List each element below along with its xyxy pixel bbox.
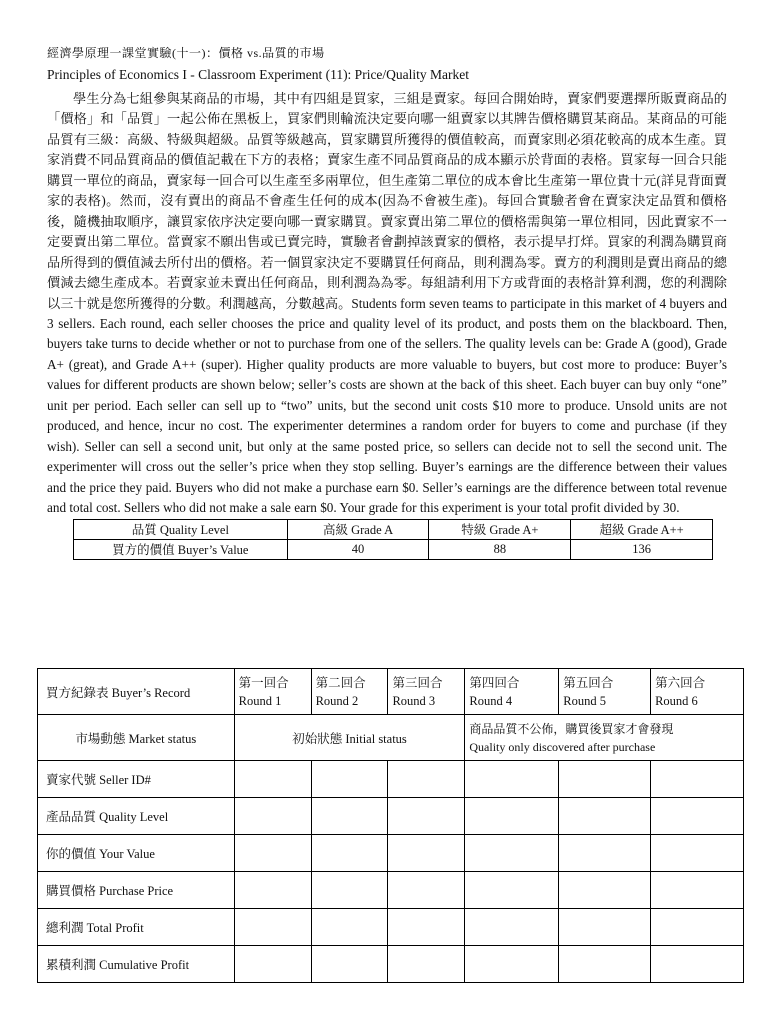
round-label-zh: 第一回合 [238, 675, 289, 690]
round-label-zh: 第六回合 [655, 675, 706, 690]
table-row [38, 798, 744, 835]
quality-level-label: 產品品質 Quality Level [38, 798, 235, 835]
record-cell[interactable] [465, 872, 559, 909]
record-cell[interactable] [234, 835, 311, 872]
total-profit-label: 總利潤 Total Profit [38, 909, 235, 946]
round-header [559, 669, 651, 715]
record-cell[interactable] [651, 835, 744, 872]
record-cell[interactable] [311, 872, 388, 909]
record-cell[interactable] [388, 835, 465, 872]
record-cell[interactable] [311, 835, 388, 872]
round-header [388, 669, 465, 715]
value-grade-a-plus-plus: 136 [571, 539, 713, 559]
round-label-en: Round 3 [392, 693, 436, 708]
later-status-cell [465, 715, 744, 761]
record-cell[interactable] [234, 946, 311, 983]
record-cell[interactable] [651, 946, 744, 983]
instructions-paragraph: 學生分為七組參與某商品的市場，其中有四組是買家，三組是賣家。每回合開始時，賣家們要選擇所販賣商品的「價格」和「品質」一起公佈在黑板上，買家們則輪流決定要向哪一組賣家以其牌告價格購買某商品。某商品的可能品質有三級：高級、特級與超級。品質等級越高，買家購買所獲得的價值較高，而賣家則必須花較高的成本生產。買家消費不同品質商品的價值記載在下方的表格；賣家生產不同品質商品的成本顯示於背面的表格。買家每一回合只能購買一單位的商品，賣家每一回合可以生產至多兩單位，但生產第二單位的成本會比生產第一單位貴十元(詳見背面賣家的表格)。然而，沒有賣出的商品不會產生任何的成本(因為不會被生產)。每回合實驗者會在賣家決定品質和價格後，隨機抽取順序，讓買家依序決定要向哪一賣家購買。賣家賣出第二單位的價格需與第一單位相同，因此賣家不一定要賣出第二單位。當賣家不願出售或已賣完時，實驗者會劃掉該賣家的價格，表示提早打烊。買家的利潤為購買商品所得到的價值減去所付出的價格。若一個買家決定不要購買任何商品，則利潤為零。賣方的利潤則是賣出商品的總價減去總生產成本。若賣家並未賣出任何商品，則利潤為為零。每組請利用下方或背面的表格計算利潤，您的利潤除以三十就是您所獲得的分數。利潤越高，分數越高。Students form seven teams to participate in this market of 4 buyers and 3 sellers. Each round, each seller chooses the price and quality level of its product, and posts them on the blackboard. Then, buyers take turns to decide whether or not to purchase from one of the sellers. The quality levels can be: Grade A (good), Grade A+ (great), and Grade A++ (super). Higher quality products are more valuable to buyers, but cost more to produce: Buyer’s values for different products are shown below; seller’s costs are shown at the back of this sheet. Each buyer can buy only “one” unit per period. Each seller can sell up to “two” units, but the second unit costs $10 more to produce. Unsold units are not produced, and hence, incur no cost. The experimenter determines a random order for buyers to come and purchase (if they wish). Seller can sell a second unit, but only at the same posted price, so sellers can decide not to sell the second unit. The experimenter will cross out the seller’s price when they stop selling. Buyer’s earnings are the difference between their values and the price they paid. Buyers who did not make a purchase earn $0. Seller’s earnings are the difference between total revenue and total cost. Sellers who did not make a sale earn $0. Your grade for this experiment is your total profit divided by 30. [47, 91, 727, 516]
record-table-title: 買方紀錄表 Buyer’s Record [38, 669, 235, 715]
seller-id-label: 賣家代號 Seller ID# [38, 761, 235, 798]
round-label-en: Round 4 [469, 693, 513, 708]
value-table-header-row [74, 519, 713, 539]
later-status-zh: 商品品質不公佈，購買後買家才會發現 [469, 721, 674, 736]
value-table-header-cell: 高級 Grade A [287, 519, 429, 539]
record-cell[interactable] [465, 946, 559, 983]
value-grade-a-plus: 88 [429, 539, 571, 559]
table-row [38, 872, 744, 909]
record-cell[interactable] [234, 872, 311, 909]
record-cell[interactable] [388, 761, 465, 798]
table-row [38, 835, 744, 872]
record-cell[interactable] [465, 761, 559, 798]
value-table-header-cell: 特級 Grade A+ [429, 519, 571, 539]
round-label-en: Round 6 [655, 693, 698, 708]
record-cell[interactable] [651, 909, 744, 946]
record-cell[interactable] [388, 872, 465, 909]
record-cell[interactable] [559, 909, 651, 946]
market-status-row [38, 715, 744, 761]
record-cell[interactable] [234, 761, 311, 798]
record-cell[interactable] [465, 798, 559, 835]
round-label-en: Round 5 [563, 693, 606, 708]
table-row [38, 761, 744, 798]
record-header-row [38, 669, 744, 715]
round-header [651, 669, 744, 715]
value-table-header-cell: 超級 Grade A++ [571, 519, 713, 539]
round-label-zh: 第四回合 [469, 675, 520, 690]
buyer-record-table [37, 668, 744, 983]
document-title-english: Principles of Economics I - Classroom Experiment (11): Price/Quality Market [47, 67, 470, 82]
your-value-label: 你的價值 Your Value [38, 835, 235, 872]
later-status-en: Quality only discovered after purchase [469, 739, 656, 754]
document-title-chinese: 經濟學原理一課堂實驗(十一)：價格 vs.品質的市場 [47, 46, 325, 60]
record-cell[interactable] [311, 798, 388, 835]
round-label-zh: 第三回合 [392, 675, 443, 690]
table-row [38, 909, 744, 946]
record-cell[interactable] [559, 761, 651, 798]
table-row [38, 946, 744, 983]
record-cell[interactable] [651, 761, 744, 798]
cumulative-profit-label: 累積利潤 Cumulative Profit [38, 946, 235, 983]
record-cell[interactable] [311, 946, 388, 983]
record-cell[interactable] [465, 909, 559, 946]
round-header [465, 669, 559, 715]
buyer-value-table [73, 519, 713, 560]
market-status-label: 市場動態 Market status [38, 715, 235, 761]
record-cell[interactable] [559, 798, 651, 835]
document-page [47, 44, 727, 560]
record-cell[interactable] [234, 909, 311, 946]
round-label-en: Round 2 [315, 693, 359, 708]
round-header [311, 669, 388, 715]
record-cell[interactable] [388, 909, 465, 946]
initial-status-cell: 初始狀態 Initial status [234, 715, 465, 761]
value-table-row [74, 539, 713, 559]
record-cell[interactable] [651, 872, 744, 909]
record-cell[interactable] [651, 798, 744, 835]
value-grade-a: 40 [287, 539, 429, 559]
round-label-zh: 第二回合 [315, 675, 366, 690]
record-cell[interactable] [559, 835, 651, 872]
record-cell[interactable] [311, 909, 388, 946]
record-cell[interactable] [311, 761, 388, 798]
value-table-row-label: 買方的價值 Buyer’s Value [74, 539, 288, 559]
record-cell[interactable] [388, 798, 465, 835]
round-label-en: Round 1 [238, 693, 282, 708]
record-cell[interactable] [388, 946, 465, 983]
record-cell[interactable] [559, 946, 651, 983]
round-header [234, 669, 311, 715]
record-cell[interactable] [234, 798, 311, 835]
purchase-price-label: 購買價格 Purchase Price [38, 872, 235, 909]
round-label-zh: 第五回合 [563, 675, 614, 690]
value-table-header-cell: 品質 Quality Level [74, 519, 288, 539]
record-cell[interactable] [465, 835, 559, 872]
record-cell[interactable] [559, 872, 651, 909]
